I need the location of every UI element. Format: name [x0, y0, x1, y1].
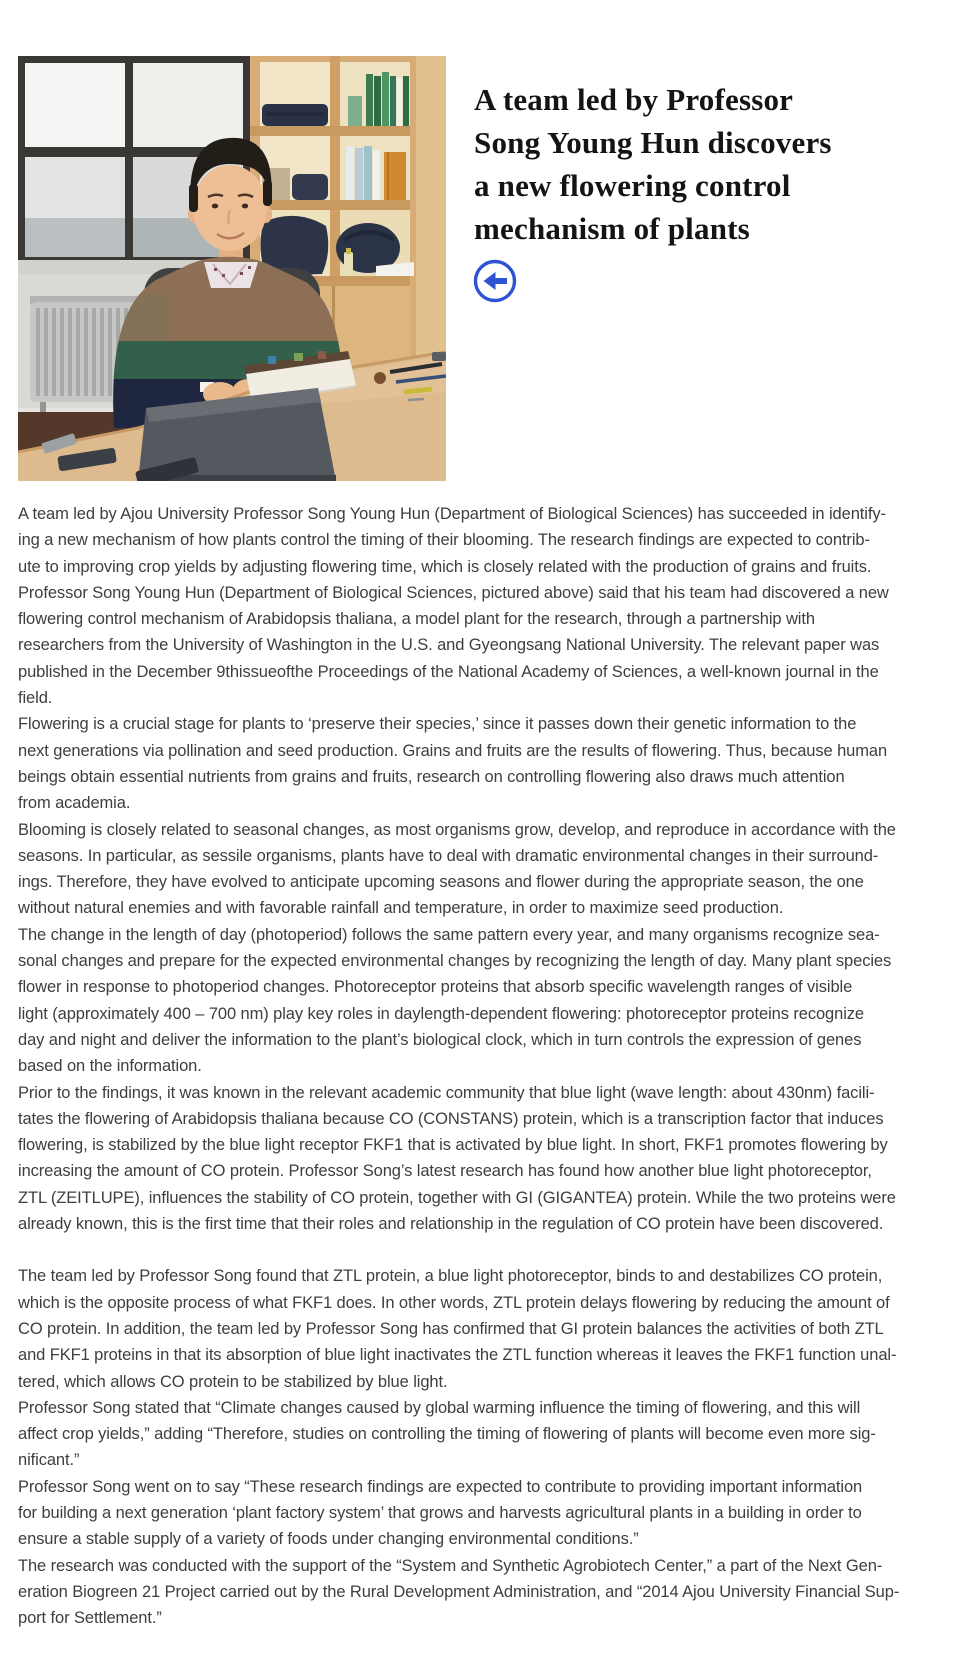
article-line: CO protein. In addition, the team led by Professor Song has confirmed that GI protein balances the activities of both ZTL	[18, 1319, 884, 1338]
article-line: Flowering is a crucial stage for plants to ‘preserve their species,’ since it passes down their genetic information to the	[18, 715, 857, 734]
article-line: port for Settlement.”	[18, 1609, 162, 1628]
article-line: ing a new mechanism of how plants control the timing of their blooming. The research findings are expected to contrib-	[18, 531, 870, 550]
article-paragraph	[18, 1395, 950, 1474]
article-line: The team led by Professor Song found that ZTL protein, a blue light photoreceptor, binds to and destabilizes CO protein,	[18, 1267, 883, 1286]
article-line: ute to improving crop yields by adjusting flowering time, which is closely related with the production of grains and fruits.	[18, 557, 872, 576]
back-button[interactable]	[472, 258, 518, 304]
article-line: eration Biogreen 21 Project carried out by the Rural Development Administration, and “2014 Ajou University Financial Sup-	[18, 1582, 900, 1601]
article-line: for building a next generation ‘plant factory system’ that grows and harvests agricultural plants in a building in order to	[18, 1503, 862, 1522]
professor-photo-illustration	[18, 56, 446, 481]
article-line: ZTL (ZEITLUPE), influences the stability of CO protein, together with GI (GIGANTEA) protein. While the two proteins were	[18, 1188, 896, 1207]
article-paragraph	[18, 501, 950, 711]
article-line: from academia.	[18, 794, 131, 813]
article-line: tered, which allows CO protein to be stabilized by blue light.	[18, 1372, 448, 1391]
article-line: day and night and deliver the information to the plant’s biological clock, which in turn controls the expression of genes	[18, 1030, 862, 1049]
article-line: ings. Therefore, they have evolved to anticipate upcoming seasons and flower during the appropriate season, the one	[18, 873, 864, 892]
page-title-line: mechanism of plants	[474, 210, 750, 246]
article-line: increasing the amount of CO protein. Professor Song’s latest research has found how another blue light photoreceptor,	[18, 1162, 872, 1181]
article-line: which is the opposite process of what FKF1 does. In other words, ZTL protein delays flowering by reducing the amount of	[18, 1293, 890, 1312]
article-line: Professor Song Young Hun (Department of Biological Sciences, pictured above) said that his team had discovered a new	[18, 583, 889, 602]
article-line: seasons. In particular, as sessile organisms, plants have to deal with dramatic environmental changes in their surround-	[18, 846, 879, 865]
article-line: without natural enemies and with favorable rainfall and temperature, in order to maximize seed production.	[18, 899, 784, 918]
article-paragraph	[18, 922, 950, 1080]
page-title-line: A team led by Professor	[474, 81, 794, 117]
article-line: A team led by Ajou University Professor Song Young Hun (Department of Biological Sciences) has succeeded in identify-	[18, 505, 886, 523]
article-line: flowering, is stabilized by the blue light receptor FKF1 that is activated by blue light. In short, FKF1 promotes flowering by	[18, 1136, 888, 1155]
article-line: Professor Song went on to say “These research findings are expected to contribute to providing important information	[18, 1477, 863, 1496]
shelf-bottle	[344, 252, 353, 276]
article-line: next generations via pollination and seed production. Grains and fruits are the results of flowering. Thus, because human	[18, 741, 888, 760]
article-line: The change in the length of day (photoperiod) follows the same pattern every year, and many organisms recognize sea-	[18, 925, 880, 944]
article-line: tates the flowering of Arabidopsis thaliana because CO (CONSTANS) protein, which is a transcription factor that induces	[18, 1109, 884, 1128]
page-title-line: a new flowering control	[474, 167, 791, 203]
article-paragraph	[18, 1553, 950, 1632]
article-line: light (approximately 400 – 700 nm) play key roles in daylength-dependent flowering: photoreceptor proteins recognize	[18, 1004, 864, 1023]
article-paragraph	[18, 1474, 950, 1553]
article-line: flowering control mechanism of Arabidopsis thaliana, a model plant for the research, through a partnership with	[18, 610, 815, 629]
article-line: Prior to the findings, it was known in the relevant academic community that blue light (wave length: about 430nm) facili-	[18, 1083, 875, 1102]
page-title-line: Song Young Hun discovers	[474, 124, 832, 160]
article-line: Blooming is closely related to seasonal changes, as most organisms grow, develop, and reproduce in accordance with the	[18, 820, 896, 839]
article-line: field.	[18, 689, 53, 708]
article-line: ensure a stable supply of a variety of foods under changing environmental conditions.”	[18, 1530, 639, 1549]
article-line: The research was conducted with the support of the “System and Synthetic Agrobiotech Center,” a part of the Next Gen-	[18, 1556, 883, 1575]
article-body	[18, 501, 950, 1631]
article-paragraph	[18, 817, 950, 922]
shelf-bag	[292, 174, 328, 200]
arrow-left-circle-icon	[472, 258, 518, 304]
article-line: and FKF1 proteins in that its absorption of blue light inactivates the ZTL function whereas it leaves the FKF1 function unal-	[18, 1346, 897, 1365]
article-line: already known, this is the first time that their roles and relationship in the regulation of CO protein have been discovered.	[18, 1215, 884, 1234]
article-line: based on the information.	[18, 1057, 202, 1076]
article-line: researchers from the University of Washington in the U.S. and Gyeongsang National University. The relevant paper was	[18, 636, 880, 655]
article-line: affect crop yields,” adding “Therefore, studies on controlling the timing of flowering of plants will become even more sig-	[18, 1425, 876, 1444]
article-paragraph	[18, 711, 950, 816]
article-line: flower in response to photoperiod changes. Photoreceptor proteins that absorb specific wavelength ranges of visible	[18, 978, 853, 997]
page-title	[474, 78, 944, 250]
professor-photo	[18, 56, 446, 481]
article-line: Professor Song stated that “Climate changes caused by global warming influence the timing of flowering, and this will	[18, 1398, 861, 1417]
article-line: published in the December 9thissueofthe Proceedings of the National Academy of Sciences, a well-known journal in the	[18, 662, 879, 681]
article-line: nificant.”	[18, 1451, 80, 1470]
article-line: beings obtain essential nutrients from grains and fruits, research on controlling flowering also draws much attention	[18, 767, 845, 786]
article-line: sonal changes and prepare for the expected environmental changes by recognizing the length of day. Many plant species	[18, 952, 892, 971]
shelf-binders	[346, 146, 406, 200]
article-paragraph	[18, 1263, 950, 1394]
article-paragraph	[18, 1080, 950, 1238]
